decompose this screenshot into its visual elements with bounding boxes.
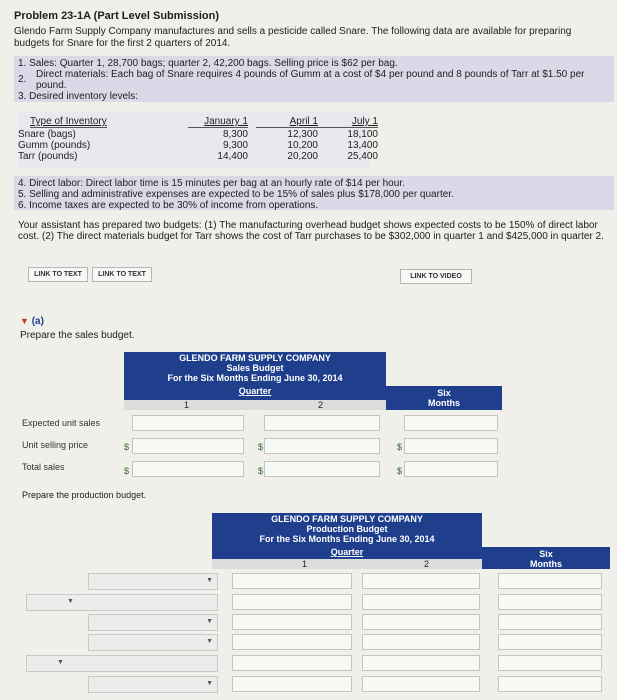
q1-expected-unit-sales-input[interactable] (132, 415, 244, 431)
data-item-2-cont: pound. (36, 80, 67, 91)
production-row-6-six-months-input[interactable] (498, 676, 602, 692)
production-row-1-q1-input[interactable] (232, 573, 352, 589)
sales-six-months-label: Six Months (428, 388, 460, 408)
production-quarter-label: Quarter (330, 547, 364, 557)
sales-quarter-label: Quarter (238, 386, 272, 396)
inventory-cell: Gumm (pounds) (18, 140, 91, 151)
inventory-row (18, 151, 378, 162)
q2-total-sales-input[interactable] (264, 461, 380, 477)
production-row-4-q1-input[interactable] (232, 634, 352, 650)
six-months-total-sales-input[interactable] (404, 461, 498, 477)
production-row-6-dropdown[interactable] (88, 676, 218, 693)
production-row-2-six-months-input[interactable] (498, 594, 602, 610)
production-company-name: GLENDO FARM SUPPLY COMPANY (271, 514, 423, 524)
inventory-cell: 9,300 (222, 140, 248, 151)
dollar-sign: $ (258, 466, 264, 476)
inventory-cell: 8,300 (222, 129, 248, 140)
production-row-4-dropdown[interactable] (88, 634, 218, 651)
q2-expected-unit-sales-input[interactable] (264, 415, 380, 431)
production-six-months-header (482, 547, 610, 569)
production-row-5-q1-input[interactable] (232, 655, 352, 671)
six-months-expected-unit-sales-input[interactable] (404, 415, 498, 431)
q2-unit-selling-price-input[interactable] (264, 438, 380, 454)
sales-col-1: 1 (184, 400, 190, 410)
inventory-header-apr: April 1 (256, 116, 318, 128)
production-row-6-q1-input[interactable] (232, 676, 352, 692)
data-item-4: 4. Direct labor: Direct labor time is 15 minutes per bag at an hourly rate of $14 per hour. (18, 178, 405, 189)
row-label-unit-selling-price: Unit selling price (22, 440, 89, 450)
sales-quarter-header (124, 386, 386, 400)
sales-col-2: 2 (318, 400, 324, 410)
production-row-3-six-months-input[interactable] (498, 614, 602, 630)
link-to-video-button[interactable]: LINK TO VIDEO (400, 269, 472, 284)
part-a-toggle[interactable] (20, 316, 44, 327)
inventory-header-row (18, 116, 378, 127)
production-quarter-header (212, 547, 482, 559)
q1-unit-selling-price-input[interactable] (132, 438, 244, 454)
dropdown-arrow-icon: ▼ (206, 577, 213, 584)
sales-six-months-header (386, 386, 502, 410)
inventory-header-jul: July 1 (318, 116, 378, 128)
row-label-total-sales: Total sales (22, 462, 65, 472)
production-row-1-six-months-input[interactable] (498, 573, 602, 589)
production-col-2: 2 (424, 559, 430, 569)
production-row-5-six-months-input[interactable] (498, 655, 602, 671)
sales-budget-period: For the Six Months Ending June 30, 2014 (167, 373, 343, 383)
dollar-sign: $ (124, 442, 130, 452)
production-budget-period: For the Six Months Ending June 30, 2014 (259, 534, 435, 544)
production-row-6-q2-input[interactable] (362, 676, 480, 692)
inventory-cell: 10,200 (287, 140, 318, 151)
dollar-sign: $ (124, 466, 130, 476)
row-label-expected-unit-sales: Expected unit sales (22, 418, 101, 428)
production-budget-header (212, 513, 482, 547)
sales-budget-header (124, 352, 386, 386)
problem-intro: Glendo Farm Supply Company manufactures and sells a pesticide called Snare. The following data are available for preparing budgets for Snare for the first 2 quarters of 2014. (14, 26, 572, 49)
problem-title: Problem 23-1A (Part Level Submission) (14, 10, 219, 22)
inventory-cell: 18,100 (347, 129, 378, 140)
data-item-3: 3. Desired inventory levels: (18, 91, 139, 102)
inventory-cell: 12,300 (287, 129, 318, 140)
dropdown-arrow-icon: ▼ (57, 659, 64, 666)
dropdown-arrow-icon: ▼ (206, 618, 213, 625)
data-item-6: 6. Income taxes are expected to be 30% of income from operations. (18, 200, 319, 211)
data-item-2-text: Direct materials: Each bag of Snare requires 4 pounds of Gumm at a cost of $4 per pound and 8 pounds of Tarr at $1.50 per (36, 69, 585, 80)
sales-col-header-row (124, 400, 386, 410)
inventory-cell: 20,200 (287, 151, 318, 162)
link-to-text-button-2[interactable]: LINK TO TEXT (92, 267, 152, 282)
production-row-1-q2-input[interactable] (362, 573, 480, 589)
production-budget-name: Production Budget (306, 524, 388, 534)
dollar-sign: $ (397, 442, 403, 452)
production-col-1: 1 (302, 559, 308, 569)
dollar-sign: $ (258, 442, 264, 452)
assistant-note: Your assistant has prepared two budgets: (1) The manufacturing overhead budget shows expected costs to be 150% of direct labor cost. (2) The direct materials budget for Tarr shows the cost of Tarr purchases to be $302,000 in quarter 1 and $425,000 in quarter 2. (18, 220, 604, 242)
sales-company-name: GLENDO FARM SUPPLY COMPANY (179, 353, 331, 363)
inventory-header-type: Type of Inventory (30, 116, 107, 127)
production-row-2-dropdown[interactable] (26, 594, 218, 611)
dropdown-arrow-icon: ▼ (67, 598, 74, 605)
production-row-2-q2-input[interactable] (362, 594, 480, 610)
inventory-cell: 25,400 (347, 151, 378, 162)
dollar-sign: $ (397, 466, 403, 476)
production-row-2-q1-input[interactable] (232, 594, 352, 610)
inventory-cell: Tarr (pounds) (18, 151, 78, 162)
production-row-5-q2-input[interactable] (362, 655, 480, 671)
dropdown-arrow-icon: ▼ (206, 638, 213, 645)
collapse-arrow-icon: ▼ (20, 316, 29, 326)
inventory-row (18, 129, 378, 140)
data-item-1: 1. Sales: Quarter 1, 28,700 bags; quarter 2, 42,200 bags. Selling price is $62 per bag. (18, 58, 398, 69)
production-row-4-six-months-input[interactable] (498, 634, 602, 650)
data-item-5: 5. Selling and administrative expenses are expected to be 15% of sales plus $178,000 per quarter. (18, 189, 454, 200)
production-row-3-dropdown[interactable] (88, 614, 218, 631)
production-budget-instruction: Prepare the production budget. (22, 490, 147, 500)
production-row-3-q2-input[interactable] (362, 614, 480, 630)
inventory-cell: Snare (bags) (18, 129, 76, 140)
data-item-2-number: 2. (18, 74, 27, 85)
q1-total-sales-input[interactable] (132, 461, 244, 477)
production-row-4-q2-input[interactable] (362, 634, 480, 650)
production-row-5-dropdown[interactable] (26, 655, 218, 672)
sales-budget-name: Sales Budget (226, 363, 284, 373)
six-months-unit-selling-price-input[interactable] (404, 438, 498, 454)
inventory-cell: 14,400 (217, 151, 248, 162)
production-row-1-dropdown[interactable] (88, 573, 218, 590)
link-to-text-button-1[interactable]: LINK TO TEXT (28, 267, 88, 282)
inventory-cell: 13,400 (347, 140, 378, 151)
production-six-months-label: Six Months (530, 549, 562, 569)
sales-budget-instruction: Prepare the sales budget. (20, 330, 135, 341)
production-col-header-row (212, 559, 482, 569)
inventory-row (18, 140, 378, 151)
inventory-header-jan: January 1 (188, 116, 248, 128)
production-row-3-q1-input[interactable] (232, 614, 352, 630)
dropdown-arrow-icon: ▼ (206, 680, 213, 687)
part-a-label: (a) (31, 316, 44, 327)
